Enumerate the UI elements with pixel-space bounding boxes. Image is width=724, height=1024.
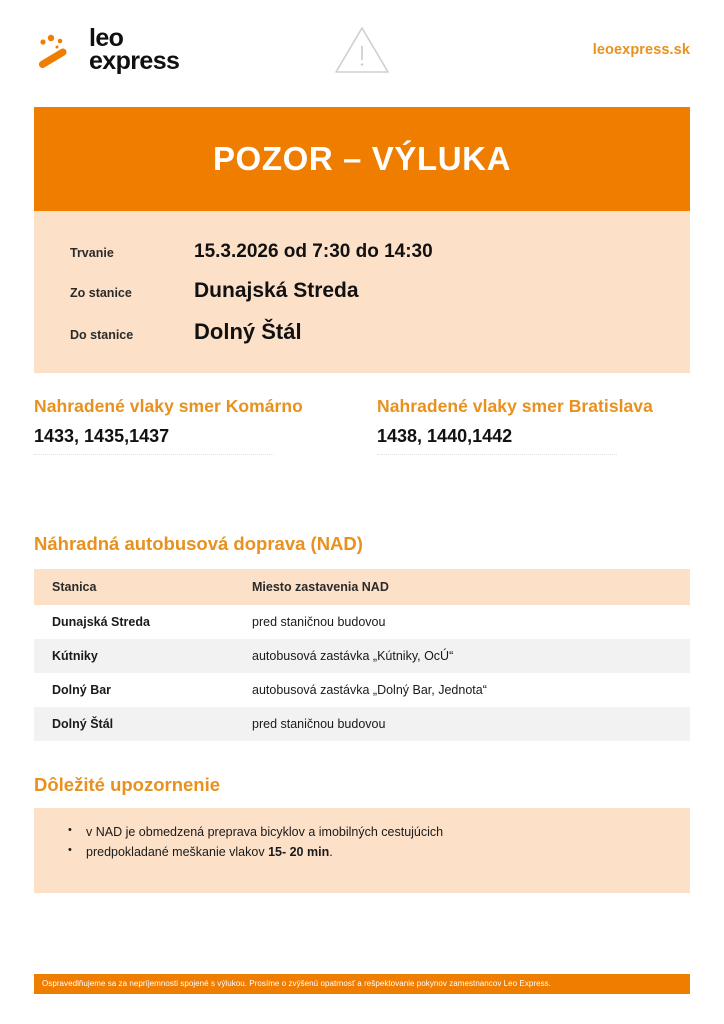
- notice-list: [34, 822, 690, 863]
- column-header-stop-place: Miesto zastavenia NAD: [234, 569, 690, 605]
- info-row-from-station: [34, 271, 690, 311]
- logo-wordmark: [89, 23, 180, 75]
- nad-section-heading: Náhradná autobusová doprava (NAD): [34, 533, 363, 554]
- cell-station: Kútniky: [52, 649, 98, 663]
- replaced-trains-bratislava-numbers: 1438, 1440,1442: [377, 426, 617, 455]
- cell-stop-place: pred staničnou budovou: [252, 717, 386, 731]
- table-row: [34, 707, 690, 741]
- replaced-trains-bratislava: [347, 396, 690, 455]
- info-value-duration: 15.3.2026 od 7:30 do 14:30: [194, 241, 433, 262]
- cell-stop-place: pred staničnou budovou: [252, 615, 386, 629]
- replaced-trains-komarno-heading: Nahradené vlaky smer Komárno: [34, 396, 303, 416]
- column-header-station: Stanica: [34, 569, 234, 605]
- notice-text: v NAD je obmedzená preprava bicyklov a imobilných cestujúcich: [86, 825, 444, 839]
- notice-text: predpokladané meškanie vlakov: [86, 845, 269, 860]
- table-row: [34, 639, 690, 673]
- important-notice-box: [34, 808, 690, 893]
- list-item: [86, 822, 690, 842]
- replaced-trains-bratislava-heading: Nahradené vlaky smer Bratislava: [377, 396, 653, 416]
- disruption-info-panel: [34, 211, 690, 373]
- page-header: [0, 0, 724, 100]
- notice-section-heading: Dôležité upozornenie: [34, 774, 221, 795]
- notice-text-bold: 15- 20 min: [268, 845, 330, 860]
- table-row: [34, 673, 690, 707]
- info-label-duration: Trvanie: [70, 246, 114, 260]
- leo-express-dots-mark: [34, 27, 80, 73]
- nad-stops-table: [34, 569, 690, 741]
- info-label-from-station: Zo stanice: [70, 286, 132, 300]
- footer-apology-bar: Ospravedlňujeme sa za nepríjemnosti spojené s výlukou. Prosíme o zvýšenú opatrnosť a rešpektovanie pokynov zamestnancov Leo Express.: [34, 974, 690, 994]
- table-row: [34, 605, 690, 639]
- alert-banner: [34, 107, 690, 211]
- logo-line-2: express: [89, 47, 180, 75]
- replaced-trains-komarno-numbers: 1433, 1435,1437: [34, 426, 274, 455]
- info-row-duration: [34, 233, 690, 271]
- cell-station: Dunajská Streda: [52, 615, 150, 629]
- list-item: [86, 842, 690, 862]
- info-label-to-station: Do stanice: [70, 328, 134, 342]
- leo-express-logo: [34, 23, 180, 75]
- cell-stop-place: autobusová zastávka „Kútniky, OcÚ“: [252, 649, 454, 663]
- replaced-trains-section: [34, 396, 690, 455]
- info-value-from-station: Dunajská Streda: [194, 279, 359, 302]
- warning-triangle-icon: [333, 24, 391, 76]
- table-header-row: [34, 569, 690, 605]
- info-row-to-station: [34, 311, 690, 353]
- logo-line-1: leo: [89, 23, 124, 52]
- notice-text-tail: .: [329, 845, 333, 860]
- cell-stop-place: autobusová zastávka „Dolný Bar, Jednota“: [252, 683, 487, 697]
- replaced-trains-komarno: [34, 396, 347, 455]
- info-value-to-station: Dolný Štál: [194, 319, 302, 344]
- site-url[interactable]: leoexpress.sk: [592, 42, 690, 58]
- cell-station: Dolný Štál: [52, 717, 114, 731]
- page-title: POZOR – VÝLUKA: [212, 140, 512, 177]
- cell-station: Dolný Bar: [52, 683, 112, 697]
